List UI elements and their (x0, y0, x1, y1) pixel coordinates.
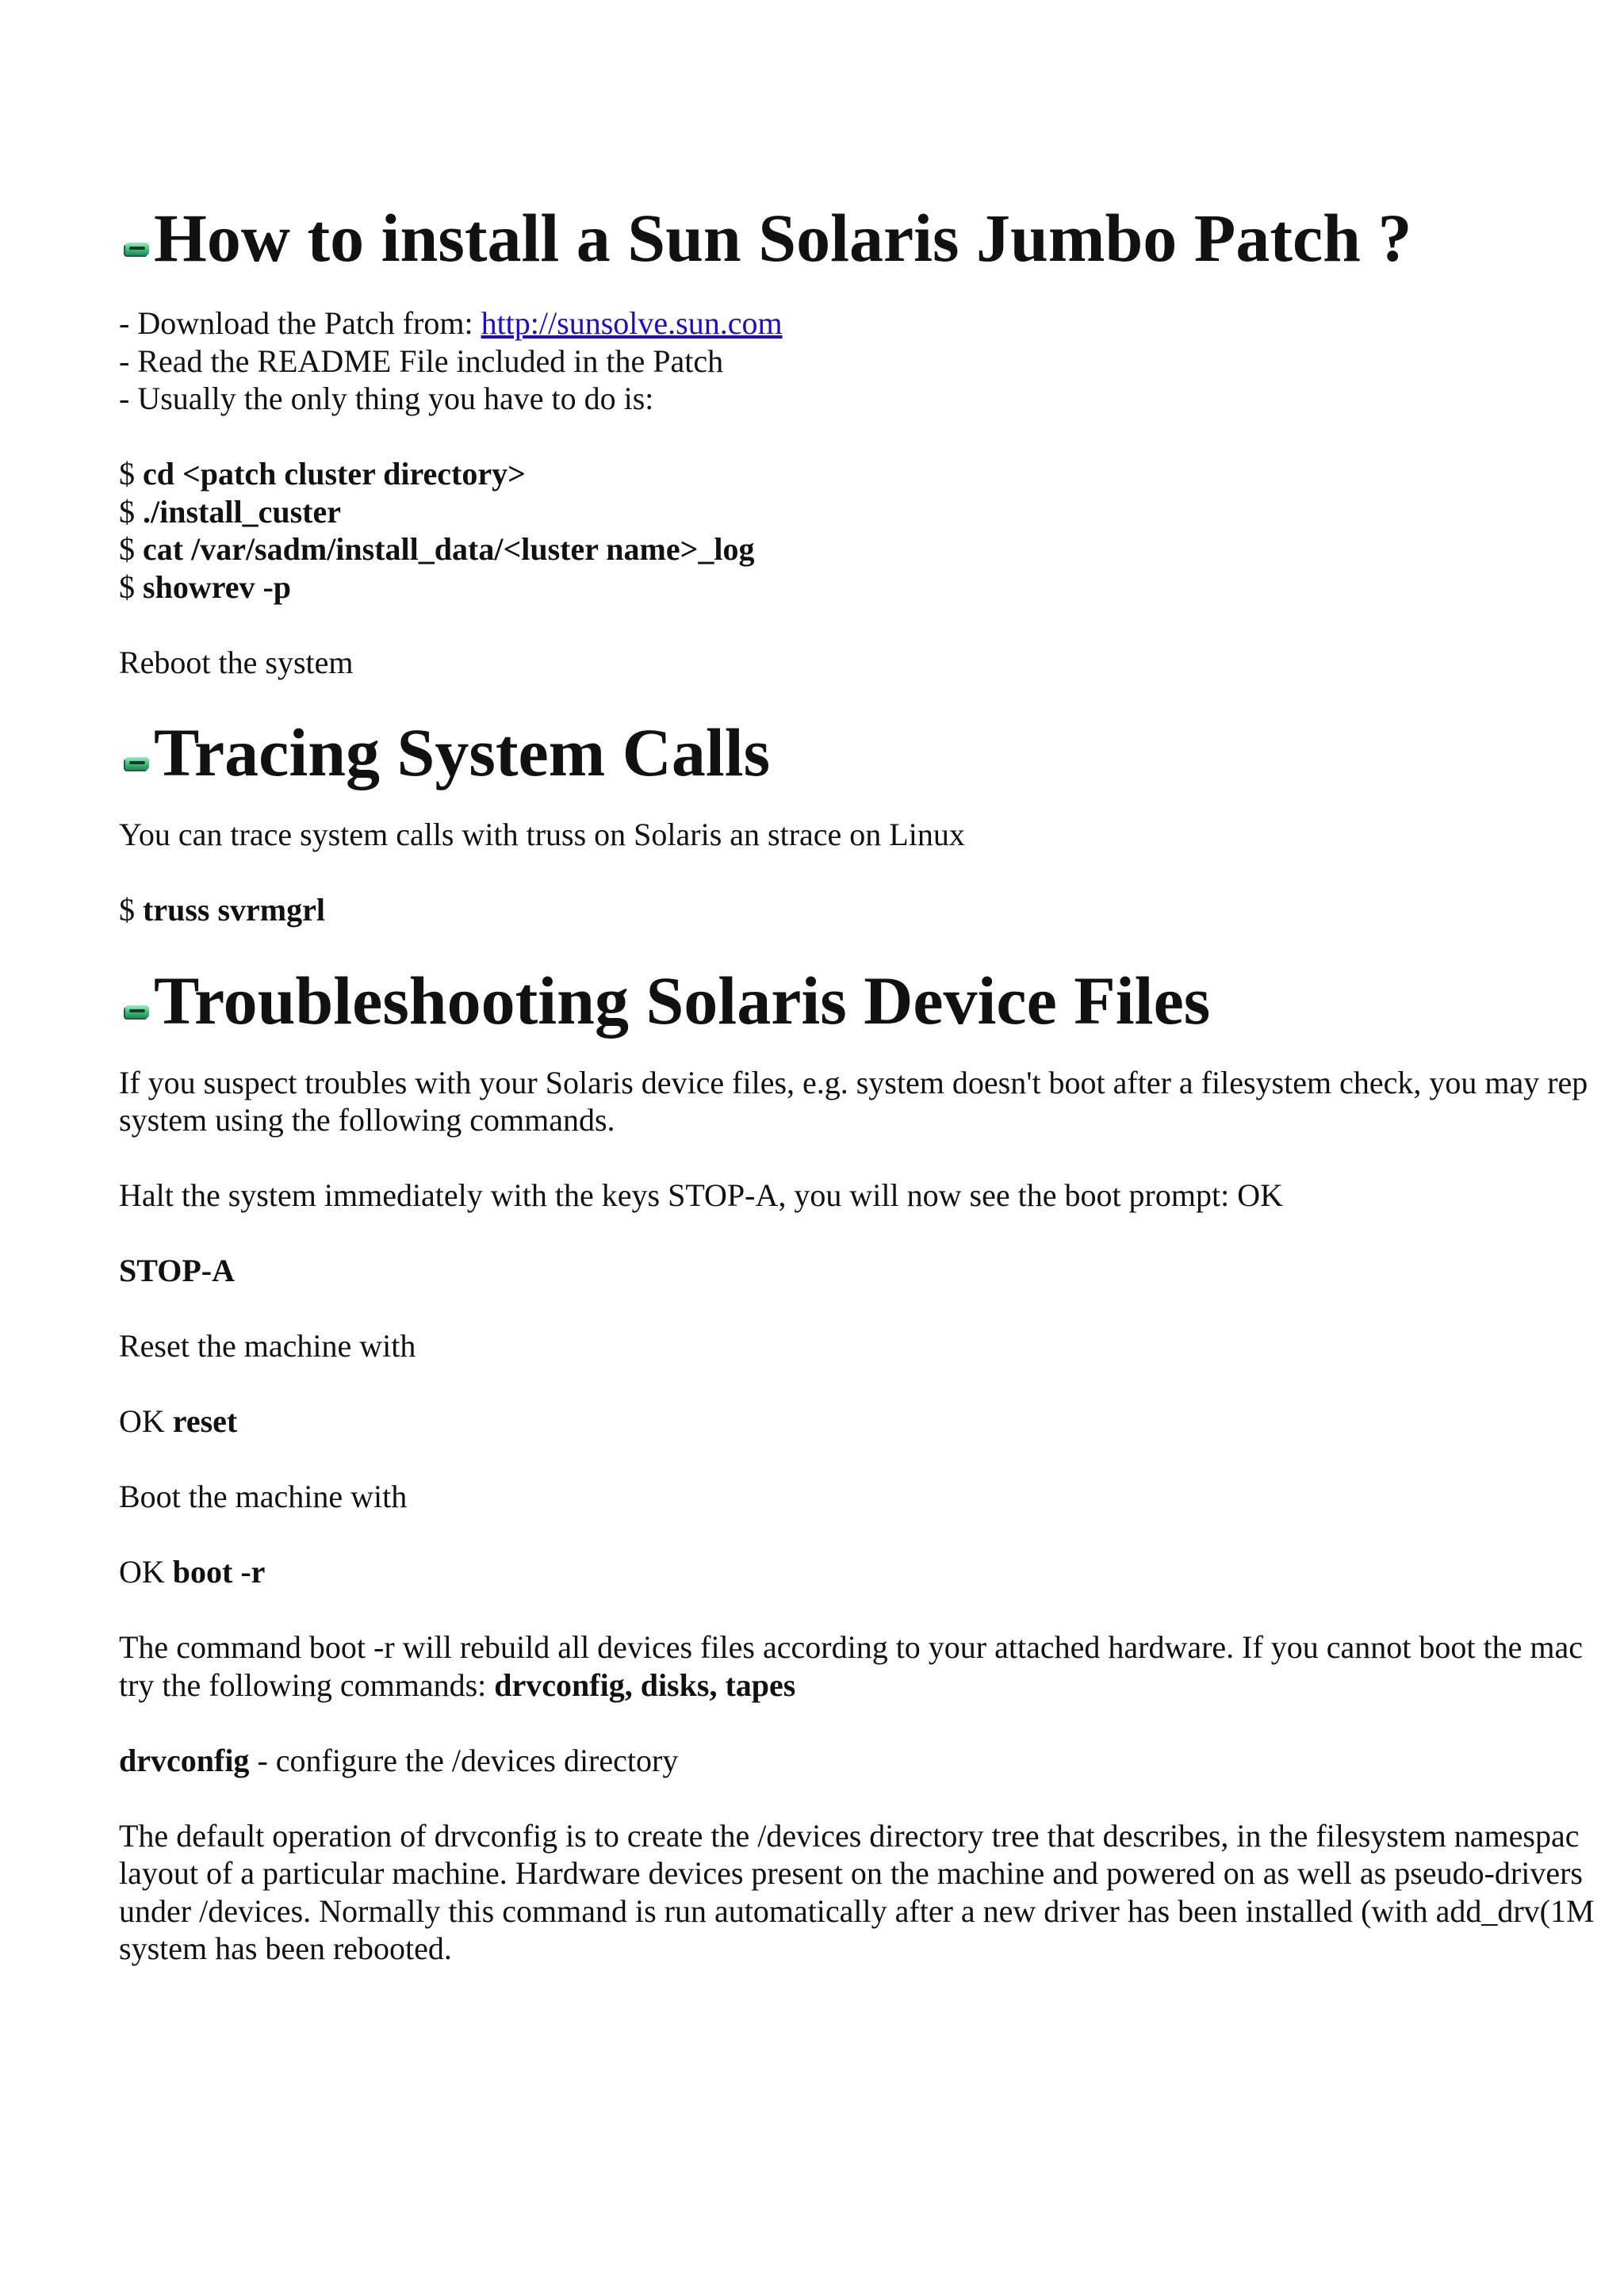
command: drvconfig, disks, tapes (494, 1667, 796, 1703)
reboot-line: Reboot the system (119, 644, 354, 680)
stop-a-line (119, 1252, 1624, 1290)
rebuild-prefix: try the following commands: (119, 1667, 495, 1703)
heading-text: Tracing System Calls (154, 714, 771, 790)
readme-line: - Read the README File included in the Patch (119, 342, 724, 379)
prompt: $ (119, 568, 143, 605)
default-op-line: The default operation of drvconfig is to create the /devices directory tree that describes, in the filesystem namespac (119, 1817, 1580, 1854)
heading-bullet-icon (125, 243, 149, 255)
command-line (119, 568, 1624, 607)
command: ./install_custer (143, 493, 341, 530)
prompt: $ (119, 892, 143, 928)
halt-line: Halt the system immediately with the keys STOP-A, you will now see the boot prompt: OK (119, 1177, 1283, 1213)
section-heading-jumbo-patch (119, 198, 1624, 277)
device-intro-line: If you suspect troubles with your Solaris device files, e.g. system doesn't boot after a filesystem check, you may rep (119, 1064, 1588, 1100)
ok-reset-line (119, 1402, 1624, 1441)
command-line (119, 530, 1624, 568)
command-line (119, 455, 1624, 493)
command: showrev -p (143, 568, 292, 605)
sunsolve-link[interactable]: http://sunsolve.sun.com (481, 305, 783, 341)
default-op-line: layout of a particular machine. Hardware devices present on the machine and powered on as well as pseudo-drivers (119, 1855, 1583, 1891)
section-heading-device-files (119, 961, 1624, 1040)
heading-bullet-icon (125, 757, 149, 770)
command-line (119, 891, 1624, 929)
reset-text: Reset the machine with (119, 1328, 416, 1364)
ok-boot-line (119, 1553, 1624, 1591)
heading-text: How to install a Sun Solaris Jumbo Patch ? (154, 200, 1412, 276)
default-op-line: under /devices. Normally this command is run automatically after a new driver has been installed (with add_drv(1M (119, 1892, 1595, 1929)
command: STOP-A (119, 1253, 235, 1288)
device-intro-line: system using the following commands. (119, 1102, 615, 1138)
prompt: $ (119, 493, 143, 530)
default-op-line: system has been rebooted. (119, 1931, 452, 1966)
document-page (119, 198, 1624, 1968)
command-line (119, 493, 1624, 531)
command: cat /var/sadm/install_data/<luster name>_log (143, 531, 755, 567)
drvconfig-desc: - configure the /devices directory (249, 1742, 679, 1778)
prompt: $ (119, 456, 143, 492)
rebuild-line (119, 1667, 1624, 1705)
tracing-intro: You can trace system calls with truss on Solaris an strace on Linux (119, 817, 965, 852)
prompt: $ (119, 531, 143, 567)
ok-prompt: OK (119, 1554, 173, 1590)
command: reset (172, 1403, 238, 1439)
usually-line: - Usually the only thing you have to do is: (119, 381, 654, 416)
download-line (119, 304, 1624, 342)
ok-prompt: OK (119, 1403, 173, 1439)
boot-text: Boot the machine with (119, 1479, 408, 1514)
drvconfig-line (119, 1742, 1624, 1780)
command: cd <patch cluster directory> (143, 456, 526, 492)
command: drvconfig (119, 1742, 250, 1778)
heading-bullet-icon (125, 1005, 149, 1018)
command: truss svrmgrl (143, 892, 325, 928)
command: boot -r (172, 1554, 266, 1590)
rebuild-line: The command boot -r will rebuild all devices files according to your attached hardware. If you cannot boot the mac (119, 1629, 1584, 1665)
section-heading-tracing (119, 713, 1624, 792)
heading-text: Troubleshooting Solaris Device Files (154, 962, 1211, 1039)
download-prefix: - Download the Patch from: (119, 305, 481, 341)
